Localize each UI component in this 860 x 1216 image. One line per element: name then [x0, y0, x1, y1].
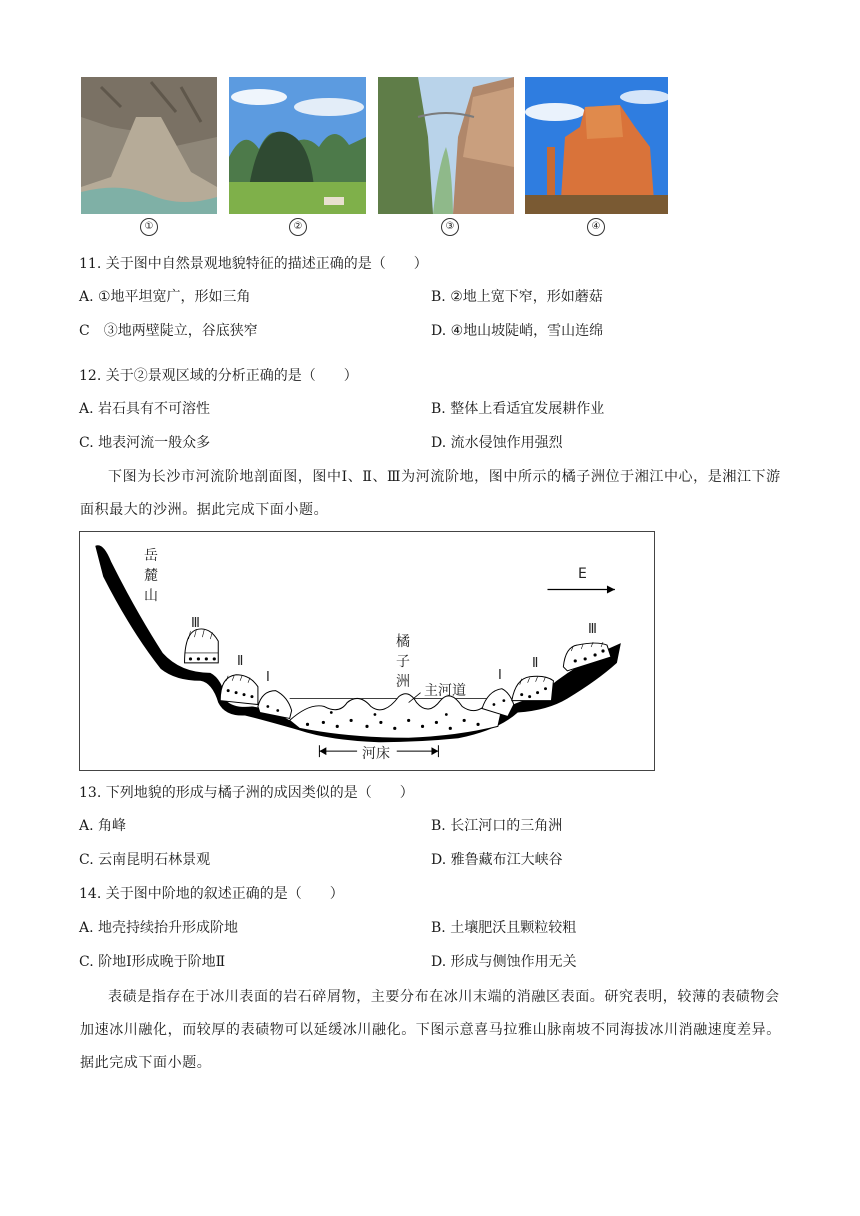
photo-caption-2: ② [289, 218, 307, 236]
photo-caption-3: ③ [441, 218, 459, 236]
label-riverbed: 河床 [362, 746, 390, 762]
q13-option-a[interactable]: A. 角峰 [79, 818, 127, 834]
label-juzizhou: 橘子洲 [396, 634, 410, 690]
passage-debris: 表碛是指存在于冰川表面的岩石碎屑物，主要分布在冰川末端的消融区表面。研究表明，较薄的表碛物会加速冰川融化，而较厚的表碛物可以延缓冰川融化。下图示意喜马拉雅山脉南坡不同海拔冰川消融速度差异。据此完成下面小题。 [80, 989, 781, 1071]
q12-option-c[interactable]: C. 地表河流一般众多 [79, 435, 211, 451]
photo-caption-1: ① [140, 218, 158, 236]
q11-option-c[interactable]: C ③地两壁陡立，谷底狭窄 [79, 323, 258, 339]
passage-terrace: 下图为长沙市河流阶地剖面图，图中Ⅰ、Ⅱ、Ⅲ为河流阶地，图中所示的橘子洲位于湘江中心，是湘江下游面积最大的沙洲。据此完成下面小题。 [80, 469, 781, 518]
label-east: E [578, 566, 587, 582]
q13-option-b[interactable]: B. 长江河口的三角洲 [431, 818, 563, 834]
photo-caption-4: ④ [587, 218, 605, 236]
label-terrace-iii-right: Ⅲ [588, 622, 597, 637]
q13-option-c[interactable]: C. 云南昆明石林景观 [79, 852, 211, 868]
q12-option-a[interactable]: A. 岩石具有不可溶性 [79, 401, 211, 417]
q11-option-b[interactable]: B. ②地上宽下窄，形如蘑菇 [431, 289, 603, 305]
q12-option-d[interactable]: D. 流水侵蚀作用强烈 [431, 435, 563, 451]
q12-option-b[interactable]: B. 整体上看适宜发展耕作业 [431, 401, 605, 417]
terrace-ii-left [220, 675, 258, 705]
label-main-channel: 主河道 [424, 683, 466, 699]
photo-gorge [378, 77, 514, 214]
q11-stem: 11. 关于图中自然景观地貌特征的描述正确的是（ ） [79, 256, 428, 272]
q13-stem: 13. 下列地貌的形成与橘子洲的成因类似的是（ ） [79, 785, 414, 801]
q11-option-d[interactable]: D. ④地山坡陡峭，雪山连绵 [431, 323, 604, 339]
q14-option-b[interactable]: B. 土壤肥沃且颗粒较粗 [431, 920, 577, 936]
label-terrace-ii-right: Ⅱ [532, 656, 539, 671]
label-yuelu-mountain: 岳麓山 [144, 548, 158, 604]
photo-danxia [525, 77, 668, 214]
label-terrace-iii-left: Ⅲ [191, 616, 200, 631]
photo-karst [229, 77, 366, 214]
q14-option-a[interactable]: A. 地壳持续抬升形成阶地 [79, 920, 239, 936]
terrace-ii-right [512, 676, 554, 700]
river-terrace-figure [79, 531, 655, 771]
photo-delta [81, 77, 217, 214]
q13-option-d[interactable]: D. 雅鲁藏布江大峡谷 [431, 852, 563, 868]
q14-stem: 14. 关于图中阶地的叙述正确的是（ ） [79, 886, 344, 902]
q14-option-d[interactable]: D. 形成与侧蚀作用无关 [431, 954, 577, 970]
q14-option-c[interactable]: C. 阶地Ⅰ形成晚于阶地Ⅱ [79, 954, 226, 970]
q12-stem: 12. 关于②景观区域的分析正确的是（ ） [79, 368, 358, 384]
label-terrace-i-left: Ⅰ [266, 670, 270, 685]
q11-option-a[interactable]: A. ①地平坦宽广，形如三角 [79, 289, 251, 305]
label-terrace-i-right: Ⅰ [498, 668, 502, 683]
river-sediment [290, 694, 502, 739]
label-terrace-ii-left: Ⅱ [237, 654, 244, 669]
